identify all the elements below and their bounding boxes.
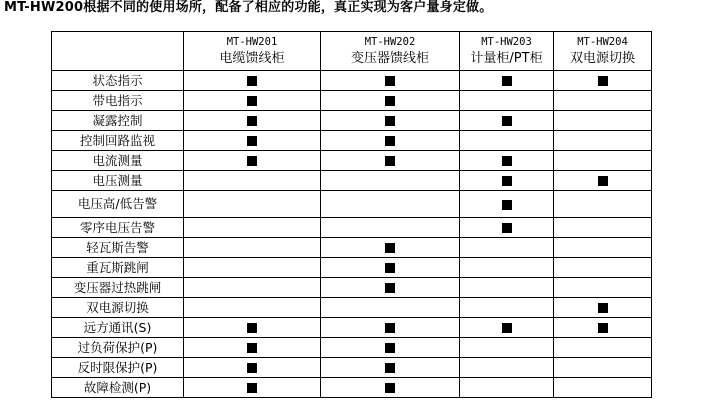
feature-cell bbox=[460, 358, 554, 378]
feature-cell bbox=[554, 338, 652, 358]
feature-label: 电压测量 bbox=[52, 171, 184, 191]
feature-cell bbox=[460, 298, 554, 318]
table-row bbox=[52, 278, 652, 298]
table-row bbox=[52, 131, 652, 151]
filled-square-icon bbox=[502, 200, 512, 210]
feature-cell bbox=[460, 131, 554, 151]
feature-label: 电流测量 bbox=[52, 151, 184, 171]
feature-cell bbox=[321, 298, 460, 318]
feature-cell bbox=[460, 378, 554, 398]
feature-cell bbox=[321, 91, 460, 111]
table-row bbox=[52, 298, 652, 318]
feature-cell bbox=[460, 71, 554, 91]
feature-cell bbox=[321, 318, 460, 338]
feature-cell bbox=[184, 278, 321, 298]
filled-square-icon bbox=[385, 383, 395, 393]
filled-square-icon bbox=[385, 136, 395, 146]
filled-square-icon bbox=[385, 283, 395, 293]
feature-cell bbox=[460, 91, 554, 111]
feature-label: 轻瓦斯告警 bbox=[52, 238, 184, 258]
table-row bbox=[52, 258, 652, 278]
feature-cell bbox=[184, 151, 321, 171]
table-row bbox=[52, 191, 652, 218]
filled-square-icon bbox=[385, 323, 395, 333]
feature-cell bbox=[554, 378, 652, 398]
feature-cell bbox=[460, 111, 554, 131]
column-model: MT-HW203 bbox=[481, 36, 532, 48]
column-header-hw202 bbox=[321, 32, 460, 71]
column-header-hw203 bbox=[460, 32, 554, 71]
feature-label: 零序电压告警 bbox=[52, 218, 184, 238]
feature-cell bbox=[460, 318, 554, 338]
header-row bbox=[52, 32, 652, 71]
feature-cell bbox=[554, 238, 652, 258]
column-model: MT-HW201 bbox=[226, 36, 278, 48]
feature-label: 变压器过热跳闸 bbox=[52, 278, 184, 298]
table-row bbox=[52, 151, 652, 171]
feature-cell bbox=[184, 131, 321, 151]
table-row bbox=[52, 171, 652, 191]
filled-square-icon bbox=[385, 156, 395, 166]
filled-square-icon bbox=[598, 176, 608, 186]
filled-square-icon bbox=[247, 363, 257, 373]
feature-cell bbox=[184, 358, 321, 378]
feature-cell bbox=[184, 378, 321, 398]
feature-label: 过负荷保护(P) bbox=[52, 338, 184, 358]
filled-square-icon bbox=[385, 363, 395, 373]
feature-cell bbox=[184, 71, 321, 91]
feature-cell bbox=[460, 151, 554, 171]
filled-square-icon bbox=[247, 116, 257, 126]
filled-square-icon bbox=[502, 116, 512, 126]
table-row bbox=[52, 358, 652, 378]
column-name: 双电源切换 bbox=[569, 51, 635, 66]
feature-cell bbox=[460, 171, 554, 191]
feature-cell bbox=[460, 218, 554, 238]
feature-cell bbox=[554, 358, 652, 378]
feature-cell bbox=[184, 218, 321, 238]
filled-square-icon bbox=[247, 156, 257, 166]
filled-square-icon bbox=[502, 323, 512, 333]
feature-label: 凝露控制 bbox=[52, 111, 184, 131]
feature-cell bbox=[321, 71, 460, 91]
column-header-hw204 bbox=[554, 32, 652, 71]
feature-cell bbox=[321, 258, 460, 278]
feature-cell bbox=[321, 218, 460, 238]
table-row bbox=[52, 71, 652, 91]
filled-square-icon bbox=[598, 76, 608, 86]
feature-label: 控制回路监视 bbox=[52, 131, 184, 151]
filled-square-icon bbox=[502, 223, 512, 233]
feature-cell bbox=[184, 191, 321, 218]
feature-cell bbox=[460, 278, 554, 298]
feature-cell bbox=[184, 338, 321, 358]
feature-cell bbox=[321, 171, 460, 191]
feature-cell bbox=[554, 258, 652, 278]
filled-square-icon bbox=[247, 136, 257, 146]
feature-cell bbox=[460, 191, 554, 218]
feature-label: 状态指示 bbox=[52, 71, 184, 91]
feature-cell bbox=[554, 278, 652, 298]
feature-cell bbox=[184, 171, 321, 191]
column-header-hw201 bbox=[184, 32, 321, 71]
column-name: 计量柜/PT柜 bbox=[470, 51, 543, 66]
filled-square-icon bbox=[598, 303, 608, 313]
feature-cell bbox=[554, 151, 652, 171]
filled-square-icon bbox=[247, 343, 257, 353]
filled-square-icon bbox=[502, 156, 512, 166]
feature-cell bbox=[460, 258, 554, 278]
feature-cell bbox=[321, 111, 460, 131]
feature-cell bbox=[554, 91, 652, 111]
column-model: MT-HW204 bbox=[577, 36, 628, 48]
table-row bbox=[52, 218, 652, 238]
feature-cell bbox=[321, 278, 460, 298]
feature-label: 远方通讯(S) bbox=[52, 318, 184, 338]
table-row bbox=[52, 111, 652, 131]
feature-cell bbox=[554, 218, 652, 238]
feature-label: 反时限保护(P) bbox=[52, 358, 184, 378]
feature-cell bbox=[184, 258, 321, 278]
filled-square-icon bbox=[247, 383, 257, 393]
feature-cell bbox=[554, 298, 652, 318]
feature-cell bbox=[184, 298, 321, 318]
filled-square-icon bbox=[385, 263, 395, 273]
table-row bbox=[52, 338, 652, 358]
feature-matrix-table bbox=[51, 31, 652, 398]
table-row bbox=[52, 238, 652, 258]
filled-square-icon bbox=[385, 243, 395, 253]
intro-text: MT-HW200根据不同的使用场所，配备了相应的功能，真正实现为客户量身定做。 bbox=[4, 0, 493, 15]
feature-label: 电压高/低告警 bbox=[52, 191, 184, 218]
table-row bbox=[52, 318, 652, 338]
filled-square-icon bbox=[385, 96, 395, 106]
table-row bbox=[52, 91, 652, 111]
column-name: 电缆馈线柜 bbox=[219, 51, 285, 66]
feature-cell bbox=[321, 191, 460, 218]
feature-cell bbox=[554, 131, 652, 151]
filled-square-icon bbox=[598, 323, 608, 333]
feature-cell bbox=[460, 338, 554, 358]
column-model: MT-HW202 bbox=[364, 36, 416, 48]
filled-square-icon bbox=[385, 76, 395, 86]
feature-cell bbox=[554, 71, 652, 91]
feature-cell bbox=[460, 238, 554, 258]
feature-cell bbox=[554, 171, 652, 191]
filled-square-icon bbox=[247, 96, 257, 106]
feature-label: 重瓦斯跳闸 bbox=[52, 258, 184, 278]
feature-label: 故障检测(P) bbox=[52, 378, 184, 398]
filled-square-icon bbox=[247, 323, 257, 333]
feature-cell bbox=[321, 338, 460, 358]
feature-cell bbox=[184, 91, 321, 111]
feature-cell bbox=[554, 111, 652, 131]
corner-cell bbox=[52, 32, 184, 71]
feature-cell bbox=[321, 358, 460, 378]
feature-cell bbox=[321, 238, 460, 258]
table-row bbox=[52, 378, 652, 398]
feature-cell bbox=[184, 111, 321, 131]
feature-label: 带电指示 bbox=[52, 91, 184, 111]
feature-cell bbox=[321, 151, 460, 171]
column-name: 变压器馈线柜 bbox=[350, 51, 429, 66]
filled-square-icon bbox=[502, 76, 512, 86]
feature-label: 双电源切换 bbox=[52, 298, 184, 318]
filled-square-icon bbox=[247, 76, 257, 86]
feature-cell bbox=[184, 318, 321, 338]
filled-square-icon bbox=[502, 176, 512, 186]
feature-cell bbox=[554, 318, 652, 338]
feature-cell bbox=[554, 191, 652, 218]
feature-cell bbox=[184, 238, 321, 258]
feature-cell bbox=[321, 131, 460, 151]
feature-cell bbox=[321, 378, 460, 398]
filled-square-icon bbox=[385, 343, 395, 353]
filled-square-icon bbox=[385, 116, 395, 126]
